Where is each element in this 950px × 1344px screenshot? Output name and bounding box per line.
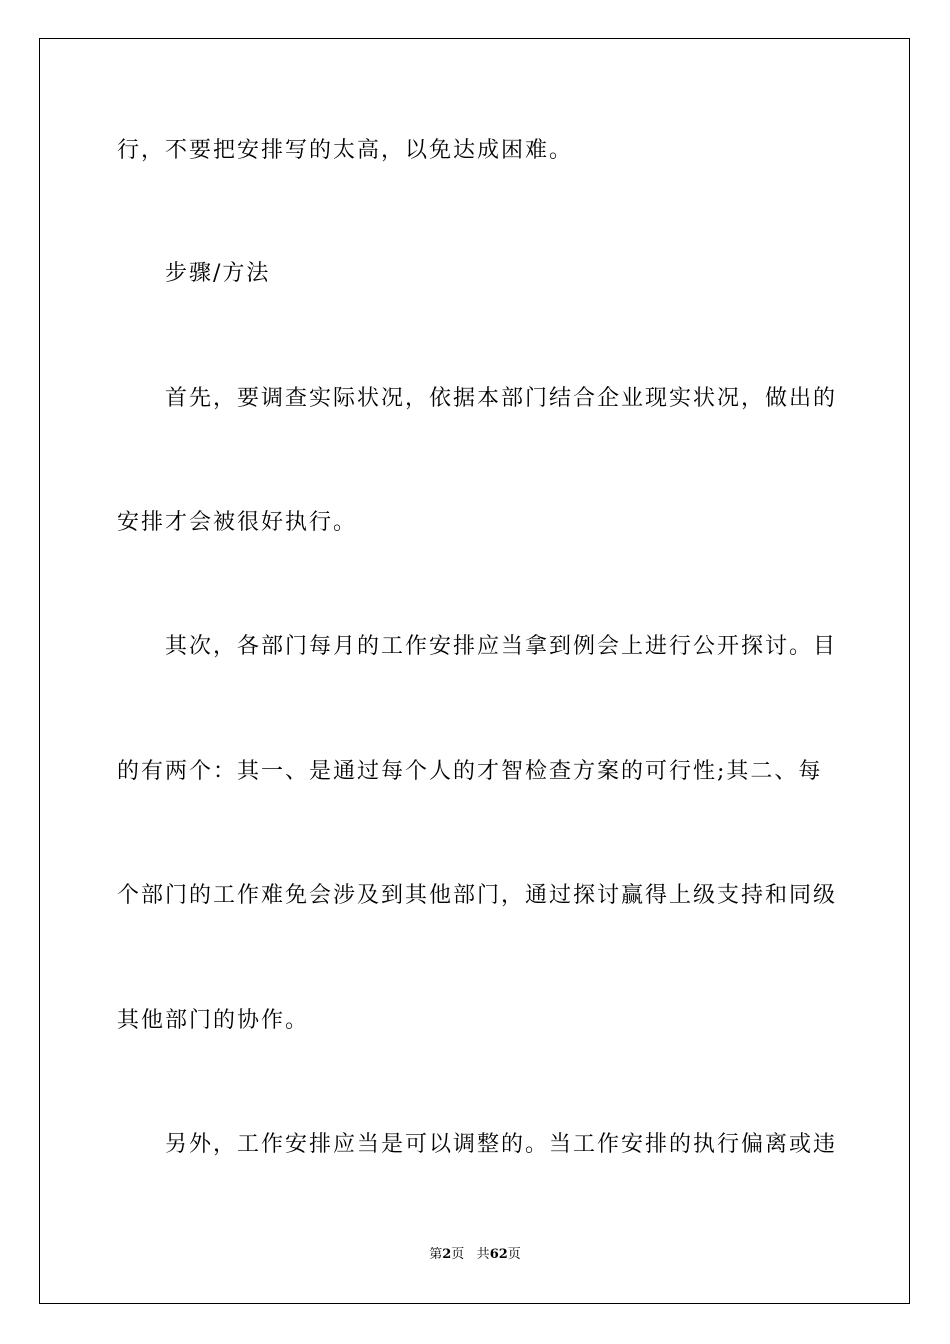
total-pages: 62 xyxy=(489,1247,508,1262)
page-footer xyxy=(0,1246,950,1264)
total-suffix: 页 xyxy=(507,1247,521,1262)
paragraph-line-4: 安排才会被很好执行。 xyxy=(117,510,358,535)
paragraph-line-5: 其次，各部门每月的工作安排应当拿到例会上进行公开探讨。目 xyxy=(165,634,838,659)
page-prefix: 第 xyxy=(429,1247,443,1262)
total-prefix: 共 xyxy=(476,1247,490,1262)
section-heading: 步骤/方法 xyxy=(165,261,271,286)
page-number: 2 xyxy=(442,1247,452,1262)
paragraph-line-9: 另外，工作安排应当是可以调整的。当工作安排的执行偏离或违 xyxy=(165,1132,838,1157)
paragraph-line-6: 的有两个：其一、是通过每个人的才智检查方案的可行性;其二、每 xyxy=(117,759,823,784)
page-suffix: 页 xyxy=(451,1247,465,1262)
paragraph-line-1: 行，不要把安排写的太高，以免达成困难。 xyxy=(117,138,574,163)
paragraph-line-8: 其他部门的协作。 xyxy=(117,1008,310,1033)
page-border xyxy=(39,38,910,1304)
paragraph-line-3: 首先，要调查实际状况，依据本部门结合企业现实状况，做出的 xyxy=(165,386,838,411)
paragraph-line-7: 个部门的工作难免会涉及到其他部门，通过探讨赢得上级支持和同级 xyxy=(117,883,838,908)
